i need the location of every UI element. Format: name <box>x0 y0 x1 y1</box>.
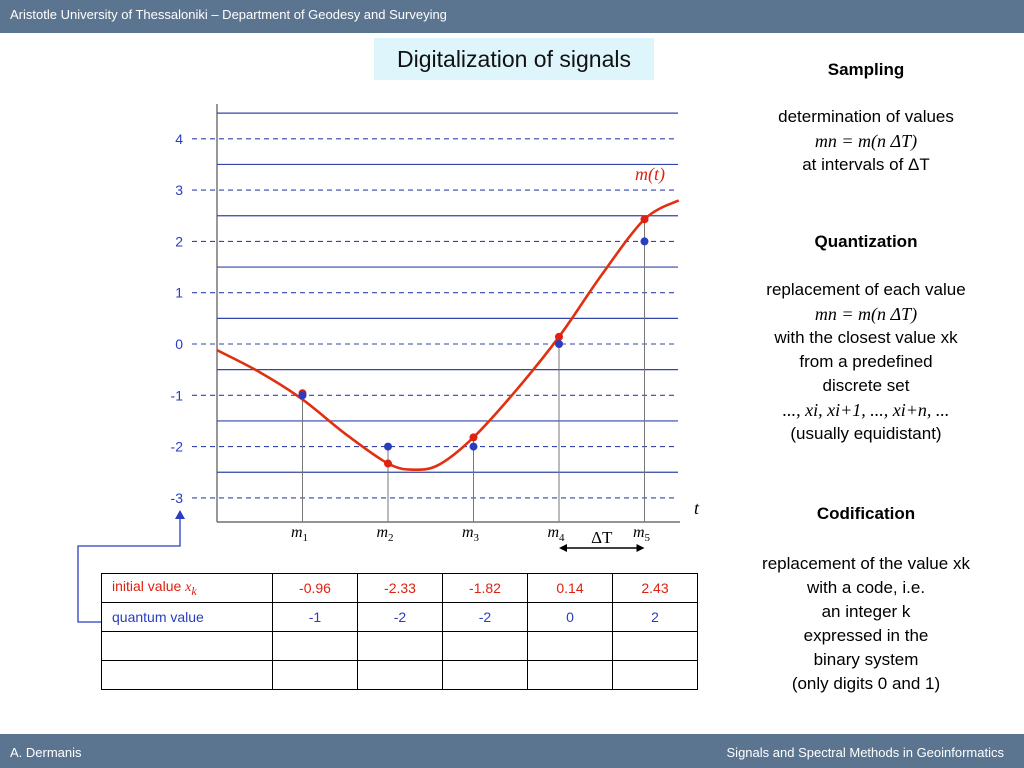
quantum-value-point <box>555 340 563 348</box>
quantization-section <box>712 230 1020 254</box>
initial-value-cell: -2.33 <box>358 574 443 603</box>
sampling-section <box>712 58 1020 82</box>
connector-arrow-head <box>175 510 185 519</box>
quantum-value-cell: -2 <box>358 603 443 632</box>
sample-stems <box>303 219 645 522</box>
table-row-initial <box>102 574 698 603</box>
sample-label: $m_5$ <box>632 524 651 544</box>
initial-value-cell: 0.14 <box>528 574 613 603</box>
quantum-value-cell: -1 <box>273 603 358 632</box>
quantization-set: ..., xi, xi+1, ..., xi+n, ... <box>782 400 950 420</box>
empty-cell <box>613 661 698 690</box>
codification-line6: (only digits 0 and 1) <box>791 674 941 693</box>
quantum-value-point <box>641 237 649 245</box>
quantization-line5: (usually equidistant) <box>790 424 942 443</box>
quantization-text <box>712 278 1020 446</box>
table-row-quantum <box>102 603 698 632</box>
codification-line5: binary system <box>813 650 919 669</box>
initial-value-point <box>555 333 563 341</box>
empty-cell <box>102 632 273 661</box>
codification-line3: an integer k <box>821 602 911 621</box>
footer-course: Signals and Spectral Methods in Geoinformatics <box>726 745 1004 760</box>
empty-cell <box>358 661 443 690</box>
initial-value-point <box>470 433 478 441</box>
sample-label: $m_2$ <box>376 524 394 544</box>
quantization-heading: Quantization <box>814 232 918 251</box>
initial-value-point <box>641 215 649 223</box>
empty-cell <box>613 632 698 661</box>
initial-value-cell: -0.96 <box>273 574 358 603</box>
quantization-line2: with the closest value xk <box>774 328 958 347</box>
quantum-value-cell: 2 <box>613 603 698 632</box>
empty-cell <box>528 632 613 661</box>
sampling-line1: determination of values <box>778 107 954 126</box>
sampling-heading: Sampling <box>827 60 905 79</box>
sample-points <box>299 215 649 467</box>
sample-label-subscript: 3 <box>473 532 480 544</box>
y-tick-label: 3 <box>175 182 183 199</box>
empty-cell <box>443 661 528 690</box>
codification-section <box>712 502 1020 526</box>
sample-label: $m_1$ <box>290 524 309 544</box>
quantum-value-label: quantum value <box>102 603 273 632</box>
empty-cell <box>358 632 443 661</box>
table-row-empty <box>102 661 698 690</box>
quantum-value-point <box>299 391 307 399</box>
x-axis-label: t <box>694 498 700 518</box>
header-institution: Aristotle University of Thessaloniki – Department of Geodesy and Surveying <box>10 7 447 22</box>
quantization-formula: mn = m(n ΔT) <box>814 304 918 324</box>
sample-label-subscript: 4 <box>559 532 565 544</box>
quantization-line4: discrete set <box>822 376 910 395</box>
footer-author: A. Dermanis <box>10 745 82 760</box>
sample-label-subscript: 1 <box>302 532 309 544</box>
sample-label: $m_4$ <box>547 524 565 544</box>
sampling-formula: mn = m(n ΔT) <box>814 131 918 151</box>
sampling-text <box>712 105 1020 177</box>
codification-heading: Codification <box>816 504 916 523</box>
y-tick-label: 0 <box>175 336 183 352</box>
y-tick-label: -3 <box>170 489 183 506</box>
empty-cell <box>528 661 613 690</box>
initial-value-cell: 2.43 <box>613 574 698 603</box>
sample-label-subscript: 5 <box>644 532 651 544</box>
interval-arrow-left-head <box>559 544 567 552</box>
table-row-empty <box>102 632 698 661</box>
initial-value-cell: -1.82 <box>443 574 528 603</box>
footer-bar <box>0 734 1024 768</box>
empty-cell <box>273 632 358 661</box>
chart-grid <box>192 113 678 498</box>
signal-curve <box>217 200 679 469</box>
codification-line1: replacement of the value xk <box>762 554 970 573</box>
quantum-value-cell: 0 <box>528 603 613 632</box>
values-table <box>101 573 698 690</box>
curve-label: m(t) <box>635 164 665 184</box>
sample-label-subscript: 2 <box>388 532 394 544</box>
codification-line4: expressed in the <box>803 626 929 645</box>
interval-arrow-right-head <box>637 544 645 552</box>
empty-cell <box>273 661 358 690</box>
empty-cell <box>443 632 528 661</box>
quantum-value-cell: -2 <box>443 603 528 632</box>
sampling-line2: at intervals of ΔT <box>802 155 930 174</box>
y-tick-labels <box>171 131 184 506</box>
y-tick-label: 2 <box>175 233 183 250</box>
slide-title: Digitalization of signals <box>374 38 654 80</box>
y-tick-label: -2 <box>170 438 183 455</box>
quantization-line3: from a predefined <box>799 352 933 371</box>
codification-text <box>712 552 1020 696</box>
y-tick-label: -1 <box>170 387 183 404</box>
interval-label: ΔT <box>591 528 613 547</box>
empty-cell <box>102 661 273 690</box>
sample-label: $m_3$ <box>461 524 480 544</box>
codification-line2: with a code, i.e. <box>806 578 926 597</box>
quantization-line1: replacement of each value <box>766 280 966 299</box>
y-tick-label: 1 <box>175 284 183 301</box>
quantum-value-point <box>470 443 478 451</box>
initial-value-label: initial value xk <box>102 574 273 603</box>
y-tick-label: 4 <box>175 130 183 147</box>
quantum-value-point <box>384 443 392 451</box>
initial-value-point <box>384 460 392 468</box>
